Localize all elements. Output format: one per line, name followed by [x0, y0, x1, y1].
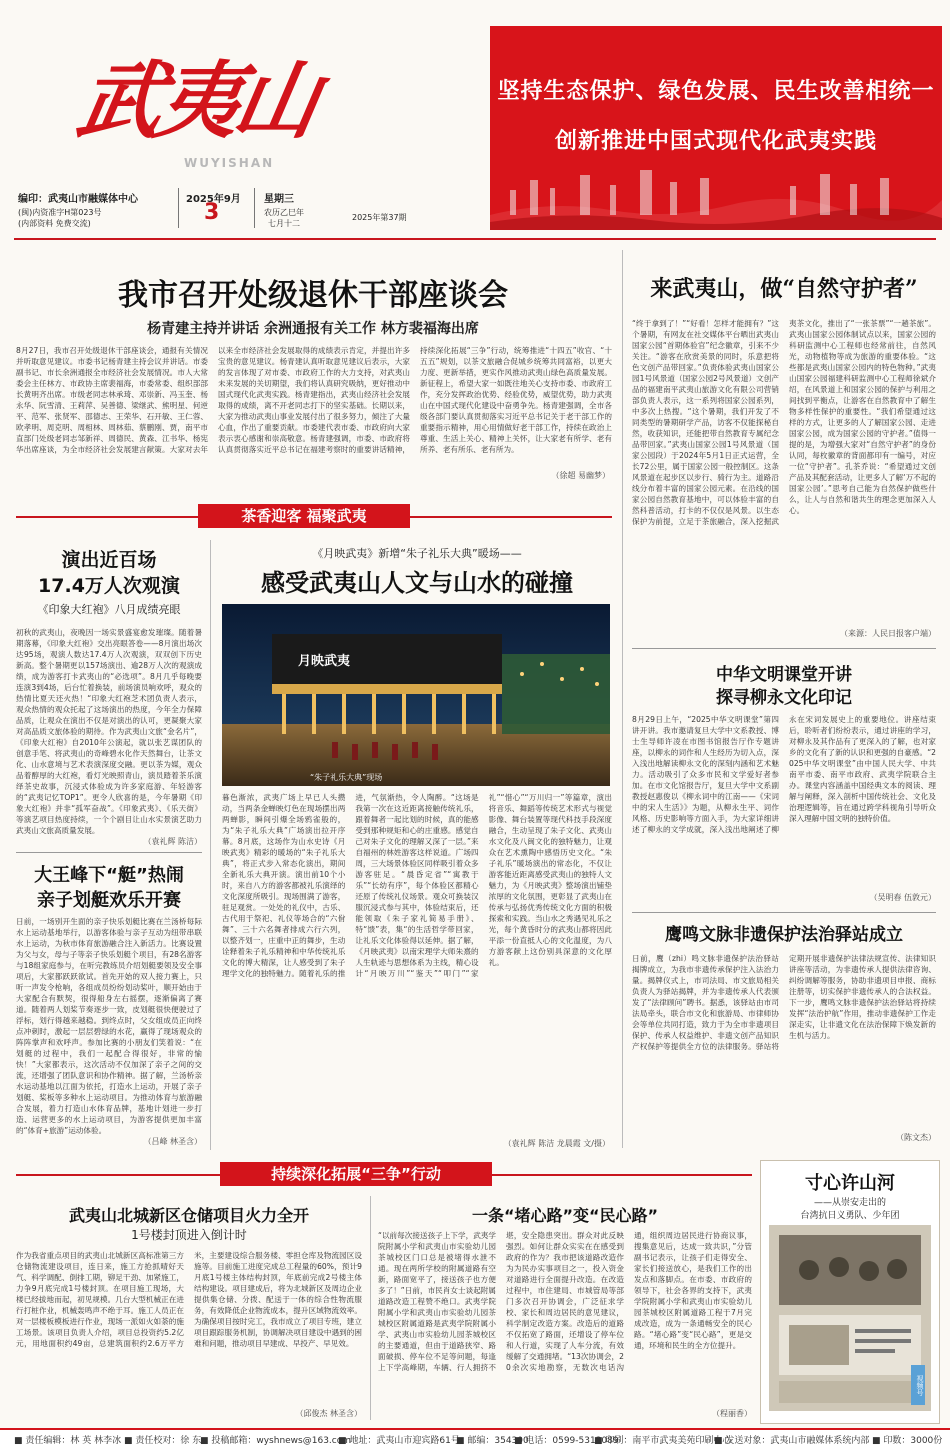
article4-body: 日前，一场别开生面的亲子快乐划艇比赛在兰汤桥每际水上运动基地举行，以游客体验与亲子互动为纽带串联水上运动，为秋市体育旅游融合注入新活力。比赛设置为父与女，母与子等亲子快乐划艇个项目，有28名游客与18组家庭参与，在听完教练员介绍划艇要领及安全事项后，大家都跃跃欲试。首先开始的双人接力赛上，只听一声发令枪响，各组成员纷纷划动桨叶，顺开始由于大家配合有默契，很得船身左右摇摆，逐渐偏离了赛道。随着两人划桨节奏逐步一致，皮划艇很快便驶过了浮标，划行得越来越稳。到终点时，父女组成员正向终点冲刺时，激起一层层碧绿的水花，赢得了现场观众的阵阵掌声和欢呼声。参加比赛的小朋友们笑着说：“在划艇的过程中，我们一起配合得很好，非常的愉快！”大家都表示，这次活动不仅加深了亲子之间的交流，还增强了团队意识和协作精神。据了解，兰汤桥亲水运动基地以江面为依托，打造水上运动，开展了亲子划艇、桨板等多种水上运动项目。为推动体育与旅游融合发展，着力打造山水体育品牌，基地计划进一步打造、运营更多的水上运动项目，为游客提供更加丰富的“体育+旅游”运动体验。 — [16, 917, 202, 1135]
banner-line-2: 创新推进中国式现代化武夷实践 — [554, 129, 877, 154]
issue-number: 2025年第37期 — [352, 213, 407, 222]
article2-byline: （袁礼辉 陈洁） — [100, 836, 202, 847]
article3-title: 感受武夷山人文与山水的碰撞 — [261, 569, 573, 597]
footer-print-count: ■ 印数：3000份 — [872, 1436, 943, 1446]
banner-decoration — [490, 160, 942, 230]
side-feature-card[interactable] — [760, 1160, 940, 1424]
article4-byline: （吕峰 林圣含） — [100, 1136, 202, 1147]
article6-byline: （吴明春 伍敦元） — [800, 892, 936, 903]
footer-recipients: ■ 发送对象：武夷山市融媒体系统内部 — [714, 1436, 870, 1446]
article2-subtitle: 《印象大红袍》八月成绩亮眼 — [37, 603, 181, 616]
footer-proofreader: ■ 责任校对：徐 东 — [124, 1436, 202, 1446]
article1-body: 8月27日，我市召开处级退休干部座谈会，通报有关情况并听取意见建议。市委书记杨青建主持会议并讲话。市委副书记、市长余洲通报全市经济社会发展情况。市人大常委会主任林方、市政协主席裴福海，市委常委、组织部部长黄明齐出席。市级老同志林承琦、邓崇新、冯玉奎、杨永华、阮雪清、王莉萍、吴善德、梁继武、熊明星、何逆平、范军、张贤军、邵德志、王荣华、石开敏、王仁蓉、欧孝明、周克明、周相林、周林茹、蔡鹏刚、贾，南平市直部门处级老同志邹新祥、周德民、黄森、江书华、杨宪华出席座谈，为全市经济社会发展建言献策。大家对去年以来全市经济社会发展取得的成绩表示肯定，并提出许多宝贵的意见建议。杨青建认真听取意见建议后表示，大家的发言体现了对市委、市政府工作的大力支持，对武夷山未来发展的关切期望，我们将认真研究吸纳，更好推动中国式现代化武夷实践。杨青建指出，武夷山经济社会发展取得的成绩，离不开老同志打下的坚实基础。长期以来，大家为推动武夷山事业发展付出了很多努力，倾注了大量心血，作出了重要贡献。市委建代表市委、市政府向大家表示衷心感谢和崇高敬意。杨青建强调，市委、市政府将认真贯彻落实近平总书记在福建考察时的重要讲话精神，持续深化拓展“三争”行动，统筹推进“十四五”收官、“十五五”规划，以茶文旅融合促城乡统筹共同富裕，以更大力度、更新举措，更实作风推动武夷山绿色高质量发展。新征程上，希望大家一如既往地关心支持市委、市政府工作，充分发挥政治优势、经验优势，威望优势，助力武夷山在中国式现代化建设中奋勇争先。杨青建强调，全市各级各部门要认真贯彻落实习近平总书记关于老干部工作的重要指示精神，用心用情做好老干部工作，持续在政治上尊重、生活上关心、精神上关怀，让大家老有所学、老有所养、老有所乐、老有所为。 — [16, 346, 612, 454]
article2-title-line2: 17.4万人次观演 — [38, 575, 180, 597]
lunar-date: 七月十二 — [268, 219, 300, 228]
article6-body: 8月29日上午，“2025中华文明课堂”第四讲开讲。我市邀请复旦大学中文系教授、博士生导师许凌在市图书馆报告厅作专题讲座，以柳永的词作和人生经历为切入点，深入浅出地解读柳永文化的深刻内涵和艺术魅力。活动吸引了众多市民和文学爱好者参加。在市文化馆报告厅，复旦大学中文系副教授赵惠俊以《柳永词中的江南——《宋词中的宋人生活》》为题，从柳永生平、词作风格、历史影响等方面入手，为大家详细讲述了柳永的文学成就，深入浅出地阐述了柳永在宋词发展史上的重要地位。讲座结束后，聆听者们纷纷表示，通过讲座的学习，对柳永及其作品有了更深入的了解，也对家乡的文化有了新的认识和更强的自豪感。“2025中华文明课堂”由中国人民大学、中共南平市委、南平市政府、武夷学院联合主办。课堂内容涵盖中国经典文本的阅读、理解与阐释，深入剖析中国传统社会、文化及治理逻辑等，旨在通过跨学科视角引导听众深入理解中国文明的独特价值。 — [632, 715, 936, 834]
footer-address: ■ 地址：武夷山市迎宾路61号 — [338, 1436, 460, 1446]
article6-title-line2: 探寻柳永文化印记 — [716, 688, 852, 708]
editor-unit: 编印：武夷山市融媒体中心 — [18, 194, 138, 205]
article3-photo — [222, 604, 610, 786]
article5-body: “终于拿到了！”“好看！怎样才能拥有？”这个暑期，有网友在社交媒体平台晒出武夷山国家公园“首期体验官”纪念徽章，引来不少关注。“游客在欣赏美景的同时，乐意把将色文创产品带回家。”负责体验武夷山国家公园1号风景道（国家公园2号风景道）文创产品的福建南平武夷山旅游文化有限公司营销部负责人表示，这一系列将国家公园系列，中多次上热搜。“这个暑期，我们开发了不同类型的暑期研学产品，访客不仅能探秘自然，收获知识，还能把带自然教育专属纪念品带回家。”武夷山国家公园1号风景道（国家公园段）于2024年5月1日正式运营，全长72公里，属于国家公园一般控制区。这条风景道在起步区以步行、骑行为主。道路沿线分布着丰富的国家公园元素。在沿线的国家公园自然教育基地中，可以体验丰富的自然科普活动，打卡的不仅仅是风景。以生态保护为前提，立足于茶旅融合，深入挖掘武夷茶文化，推出了“一张茶票”“一趟茶旅”。武夷山国家公园体制试点以来，国家公园的科研监测中心工程师也经常前往，自然风光，动物植物等成为旅游的重要体验。“这些都是武夷山国家公园内的特色物种。”武夷山国家公园福建科研监测中心工程师徐斌介绍，在风景道上和国家公园的保护与利用之间找到平衡点，让游客在自然教育中了解生物多样性保护的重要性。“我们希望通过这样的方式，让更多的人了解国家公园、走进国家公园，成为国家公园的守护者。”值得一提的是，为增强大家对“自然守护者”的身份认同，每枚徽章的背面都印有一编号，对应一位“守护者”。孔茶乔说：“希望通过文创产品及其配套活动，让更多人了解‘万不起的国家公园’。”思考自己能为自然保护做些什么，让人与自然和谐共生的理念更加深入人心。 — [632, 319, 936, 526]
article9-title: 一条“堵心路”变“民心路” — [471, 1206, 659, 1225]
article4-title-line1: 大王峰下“艇”热闹 — [34, 865, 184, 886]
article6-title-line1: 中华文明课堂开讲 — [716, 665, 852, 685]
article8-byline: （邱俊杰 林圣含） — [226, 1408, 362, 1419]
article9-byline: （程丽香） — [640, 1408, 752, 1419]
footer — [0, 1428, 950, 1449]
article8-title: 武夷山北城新区仓储项目火力全开 — [68, 1206, 309, 1225]
article3-byline: （袁礼辉 陈洁 龙晨霞 文/摄） — [420, 1138, 610, 1149]
article5-title: 来武夷山，做“自然守护者” — [650, 276, 918, 302]
article3-body: 暮色渐浓，武夷广场上早已人头攒动，当两条金蝉映灯色在现场摆出两两蝉影，瞬间引爆全场鸦雀般的，为“朱子礼乐大典”广场演出拉开序幕。8月底，这场作为山水史诗《月映武夷》精彩的暖场的“朱子礼乐大典”，将正式步入常态化演出，期间全新礼乐大典开演。演出前10个小时，来自八方的游客都被礼乐演绎的文化深度所吸引。现场围满了游客，驻足观赏。一处处的礼仪中，古乐、古代用于祭祀、礼仪等场合的“六佾舞”、三十六名舞者排成六行六列，以整齐划一，庄重中正的舞步，生动诠释着朱子礼乐精神和中华传统礼乐文化的博大精深，让人感受到了朱子理学文化的独特魅力。随着礼乐的推进，气氛渐热，令人陶醉。“这场是我第一次在这近距离接触传统礼乐，跟着舞者一起比划的时候，真的能感受到那种规矩和心的庄重感。感觉自己对朱子文化的理解又深了一层。”来自福州的林姓游客这样说道。广场四周，三大场景体验区同样吸引着众多游客驻足。“晨昏定省”“寓教于乐”“长幼有序”，每个体验区都精心还原了传统礼仪场景。观众可换装汉服沉浸式参与其中，体验结束后，还能领取《朱子家礼简易手册》、特“馈”表，集“的生活哲学带回家，让礼乐文化体验得以延伸。据了解，《月映武夷》以南宋理学大师朱熹的人生轨迹与思想体系为主线，精心设计“月映万川”“鉴天”“叩门”“家礼”“惜心”“万川归一”等篇章，演出将音乐、舞蹈等传统艺术形式与视觉影像、舞台装置等现代科技手段深度融合，生动呈现了朱子文化、武夷山水文化及八闽文化的独特魅力，让观众在艺术熏陶中感悟历史文化。“朱子礼乐”暖场演出的常态化，不仅让游客能近距离感受武夷山的独特人文魅力，为《月映武夷》整场演出铺垫浓厚的文化氛围，更彰显了武夷山在传承与弘扬优秀传统文化方面的积极探索和实践。当山水之秀遇见礼乐之光，每个黄昏时分的武夷山都将因此平添一份直抵人心的文化温度，为八方游客献上这份别具深意的文化厚礼。 — [222, 793, 612, 978]
slogan-banner — [490, 26, 942, 230]
article8-subtitle: 1号楼封顶进入倒计时 — [131, 1228, 247, 1242]
issue-year-month: 2025年9月 — [186, 194, 241, 205]
section-banner-sanzheng: 持续深化拓展“三争”行动 — [220, 1162, 492, 1186]
article4-title-line2: 亲子划艇欢乐开赛 — [37, 890, 181, 911]
issue-day: 3 — [204, 200, 220, 225]
footer-editor: ■ 责任编辑：林 英 林李冰 — [14, 1436, 122, 1446]
footer-printer: ■ 印刷：南平市武夷美苑印刷中心 — [594, 1436, 732, 1446]
article2-body: 初秋的武夷山，夜晚因一场实景盛宴愈发璀璨。随着暑期落幕，《印象大红袍》交出亮眼答卷——8月演出场次达95场，观演人数达17.4万人次观演，双双创下历史新高。整个暑期更以157场演出、逾28万人次的观演成绩，成为游客打卡武夷山的“必选项”。8月几乎每晚要连演3到4场，后台忙着换装，前场演员响欢呼，观众的热情比夏天还火热！“印象大红袍芝术团负责人表示，观众热情的观众托起了这场演出的热度，今年全力保障品质，让观众在演出不仅是对演出的认可，更凝聚大家对高品质文旅体验的期待。作为武夷山文旅“金名片”，《印象大红袍》自2010年公演起，就以张艺谋团队的创意手笔、将武夷山的奇峰碧水化作天然舞台，让茶文化、山水意境与艺术表演深度交融。更以茶为媒，观众品着醇厚的大红袍，看灯光映照青山，演员踏着茶乐演绎茶史故事，沉浸式体验成为许多家庭游、年轻游客的“武夷记忆TOP1”。更令人欣喜的是，今年暑期《印象大红袍》并非“孤军奋战”。《印象武夷》、《乐天街》等演艺项目热度持续，一个个剧目让山水实景演艺助力武夷山文旅高质量发展。 — [16, 628, 202, 835]
footer-postcode: ■ 邮编：354300 — [456, 1436, 529, 1446]
footer-email[interactable]: ■ 投稿邮箱：wyshnews@163.com — [200, 1436, 351, 1446]
side-feature-video-thumb[interactable] — [769, 1225, 931, 1411]
lunar-year: 农历乙巳年 — [264, 208, 304, 217]
article1-title: 我市召开处级退休干部座谈会 — [118, 278, 508, 313]
article8-body: 作为我省重点项目的武夷山北城新区高标准第三方仓储物流建设项目，连日来，施工方抢抓晴好天气、科学调配、倒排工期，铆足干劲、加紧施工，力争9月底完成1号楼封顶。在项目施工现场，大楼已经拔地而起，初见规模。几台大型机械正在进行打桩作业，机械轰鸣声不绝于耳。施工人员正在对一层楼板模板进行作业，现场一派如火如荼的施工场景。该项目负责人介绍，项目总投资约5.2亿元，用地面积约49亩，总建筑面积约2.6万平方米，主要建设综合服务楼、零担仓库及物流园区设施等。目前施工进度完成总工程量的60%，预计9月底1号楼主体结构封顶，年底前完成2号楼主体结构建设。项目建成后，将为北城新区及周边企业提供集仓储、分拨、配送于一体的综合性物流服务，有效降低企业物流成本，提升区域物流效率。为确保项目按时完工，我市成立了项目专班，建立项目跟踪服务机制，协调解决项目建设中遇到的困难和问题，推动项目早建成、早投产、早见效。 — [16, 1251, 362, 1348]
masthead-logo: 武夷山 — [70, 51, 322, 150]
side-feature-subtitle-1: ——从崇安走出的 — [813, 1198, 886, 1208]
article7-byline: （陈文杰） — [836, 1132, 936, 1143]
side-feature-title: 寸心许山河 — [805, 1173, 895, 1194]
issue-weekday: 星期三 — [264, 194, 294, 205]
article1-byline: （徐超 易幽梦） — [460, 470, 610, 481]
article5-byline: （来源：人民日报客户端） — [760, 628, 936, 639]
side-feature-subtitle-2: 台湾抗日义勇队、少年团 — [800, 1211, 900, 1221]
photo-caption: “朱子礼乐大典”现场 — [310, 773, 383, 782]
banner-line-1: 坚持生态保护、绿色发展、民生改善相统一 — [497, 79, 935, 104]
article7-body: 日前，鹰（zhi）鸣文脉非遗保护法治驿站揭牌成立，为我市非遗传承保护注入法治力量。揭牌仪式上，市司法局、市文旅局相关负责人为驿站揭牌，并为非遗传承人代表颁发了“法律顾问”聘书。据悉，该驿站由市司法局牵头，联合市文化和旅游局、市律师协会等单位共同打造，致力于为全市非遗项目保护、传承人权益维护、非遗文创产品知识产权保护等提供全方位的法律服务。驿站将定期开展非遗保护法律法规宣传、法律知识讲座等活动，为非遗传承人提供法律咨询、纠纷调解等服务，协助非遗项目申报、商标注册等，切实保护非遗传承人的合法权益。下一步，鹰鸣文脉非遗保护法治驿站将持续发挥“法治护航”作用，推动非遗保护工作走深走实，让非遗文化在法治保障下焕发新的生机与活力。 — [632, 954, 936, 1051]
photo-building-sign: 月映武夷 — [298, 654, 351, 669]
article3-kicker: 《月映武夷》新增“朱子礼乐大典”暖场—— — [312, 547, 522, 560]
footer-phone: ■ 电话：0599-5313089 — [514, 1436, 619, 1446]
article7-title: 鹰鸣文脉非遗保护法治驿站成立 — [665, 925, 903, 945]
permit-note: (内部资料 免费交流) — [18, 219, 91, 228]
masthead-pinyin: WUYISHAN — [184, 156, 275, 170]
article2-title-line1: 演出近百场 — [61, 549, 157, 571]
article1-subtitle: 杨青建主持并讲话 余洲通报有关工作 林方裴福海出席 — [147, 321, 479, 337]
side-feature-tag: 视频号 — [911, 1365, 925, 1405]
section-banner-tea: 茶香迎客 福聚武夷 — [198, 504, 410, 528]
article9-body: “以前每次接送孩子上下学，武夷学院附属小学和武夷山市实验幼儿园茶城校区门口总是被堵得水泄不通。现在两所学校的附属道路有空新，路面宽平了，接送孩子也方便多了！”日前，市民肖女士谈起附属道路改造工程赞不绝口。武夷学院附属小学和武夷山市实验幼儿园茶城校区附属道路是武夷学院附属小学、武夷山市实验幼儿园茶城校区的主要通道，但由于道路狭窄、路面破损、停车位不足等问题，每逢上下学高峰期，车辆、行人拥挤不堪，安全隐患突出。群众对此反映强烈。如何让群众实实在在感受到政府的作为？我市把该道路改造作为为民办实事项目之一，投入资金对道路进行全面提升改造。在改造过程中，市住建局、市城管局等部门多次召开协调会，广泛征求学校、家长和周边居民的意见建议，科学制定改造方案。改造后的道路不仅拓宽了路面，还增设了停车位和人行道，实现了人车分流，有效缓解了交通拥堵。“13次协调会，20余次实地勘察，无数次电话沟通，组织周边居民进行协商议事，搜集意见后，达成一致共识，”分管副书记表示，让孩子们走得安全、家长们接送放心，是我们工作的出发点和落脚点。在市委、市政府的领导下，社会各界的支持下，武夷学院附属小学和武夷山市实验幼儿园茶城校区附属道路工程于7月完成改造，成为一条通畅安全的民心路。“堵心路”变“民心路”，更是交通，环境和民生的全方位提升。 — [378, 1231, 752, 1372]
permit: (闽)内资准字H第023号 — [18, 208, 102, 217]
